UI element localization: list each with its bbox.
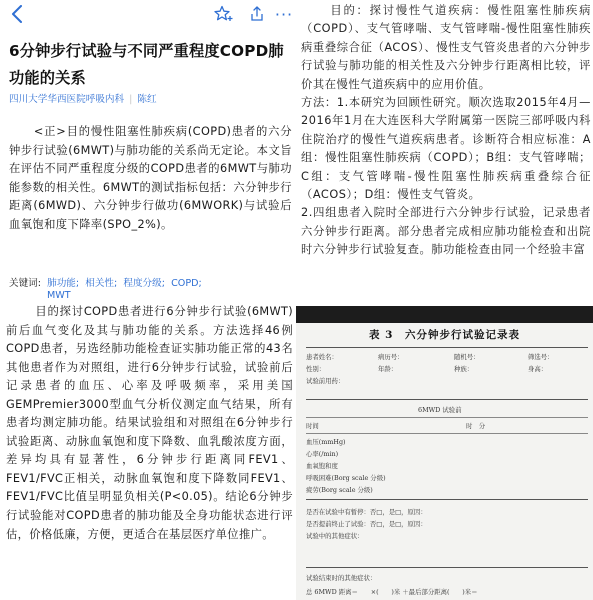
end-symptoms-label: 试验结束时的其他症状： (306, 574, 377, 582)
keyword-link[interactable]: 相关性; (85, 278, 118, 289)
star-plus-icon (214, 5, 234, 23)
table-cell: 病历号： (378, 353, 404, 361)
total-distance-line: 总 6MWD 距离＝ ×( )米 ＋最后部分距离( )米＝ (306, 588, 478, 596)
document-paragraph: 方法：1.本研究为回顾性研究。顺次选取2015年4月—2016年1月在大连医科大学附属第一医院三部呼吸内科住院治疗的慢性气道疾病患者。诊断符合相应标准：A组：慢性阻塞性肺疾病（COPD）；B组：支气管哮喘；C组：支气管哮喘-慢性阻塞性肺疾病重叠综合征（ACOS）；D组：慢性支气管炎。 (301, 96, 591, 202)
table-cell: 患者姓名： (306, 353, 338, 361)
col-time-label: 时间 (306, 422, 319, 430)
table-cell: 年龄： (378, 365, 398, 373)
section-6mwd-label: 6MWD 试验前 (418, 406, 462, 414)
affiliation-link[interactable]: 四川大学华西医院呼吸内科 (9, 94, 125, 105)
chevron-left-icon (11, 5, 23, 23)
keywords-line (9, 278, 292, 302)
table-rule (306, 399, 588, 400)
top-toolbar (0, 0, 296, 30)
document-paragraph: 2.四组患者入院时全部进行六分钟步行试验，记录患者六分钟步行距离。部分患者完成相应肺功能检查和出院时六分钟步行试验复查。肺功能检查由同一个经验丰富 (301, 206, 591, 257)
table-rule (306, 433, 588, 434)
table-cell: 性别： (306, 365, 326, 373)
article-title: 6分钟步行试验与不同严重程度COPD肺功能的关系 (9, 42, 284, 87)
document-text (301, 2, 591, 260)
col-min-label: 时 分 (466, 422, 486, 430)
form-table-title: 表 3 六分钟步行试验记录表 (369, 329, 520, 341)
measure-label: 呼吸困难(Borg scale 分级) (306, 474, 386, 482)
article-panel (0, 0, 296, 600)
abstract-text: <正>目的慢性阻塞性肺疾病(COPD)患者的六分钟步行试验(6MWT)与肺功能的关系尚无定论。本文旨在评估不同严重程度分级的COPD患者的6MWT与肺功能参数的相关性。6MWT的测试指标包括：六分钟步行距离(6MWD)、六分钟步行做功(6MWORK)与试验后血氧饱和度下降率(SPO_2%)。 (9, 125, 292, 231)
keyword-link[interactable]: COPD; (171, 278, 202, 289)
keyword-link[interactable]: 肺功能; (47, 278, 80, 289)
question-label: 是否在试验中有暂停：否□，是□，原因： (306, 508, 427, 516)
table-rule (306, 417, 588, 418)
table-row (306, 375, 588, 387)
table-rule (306, 347, 588, 348)
author-separator: | (129, 94, 133, 105)
table-cell: 试验前用药： (306, 377, 345, 385)
table-row (306, 351, 588, 363)
measure-label: 心率(/min) (306, 450, 339, 458)
table-cell: 筛选号： (528, 353, 554, 361)
favorite-button[interactable] (214, 3, 234, 25)
keyword-link[interactable]: MWT (47, 290, 71, 301)
form-table (306, 351, 588, 596)
document-panel (296, 0, 593, 600)
measure-label: 血氧饱和度 (306, 462, 338, 470)
table-cell: 随机号： (454, 353, 480, 361)
keyword-link[interactable]: 程度分级; (123, 278, 165, 289)
table-row (306, 363, 588, 375)
table-cell: 身高： (528, 365, 548, 373)
table-rule (306, 499, 588, 500)
scan-border (296, 309, 593, 323)
author-line (9, 91, 157, 105)
share-button[interactable] (247, 3, 267, 25)
question-label: 试验中的其他症状： (306, 532, 364, 540)
table-cell: 种族： (454, 365, 474, 373)
form-table-image (296, 306, 593, 600)
keywords-label: 关键词: (9, 278, 42, 289)
more-button[interactable] (274, 3, 294, 25)
author-link[interactable]: 陈红 (137, 94, 157, 105)
question-label: 是否提前终止了试验：否□，是□，原因： (306, 520, 427, 528)
more-icon: ··· (274, 4, 294, 24)
measure-label: 血压(mmHg) (306, 438, 346, 446)
back-button[interactable] (8, 3, 26, 25)
share-icon (248, 5, 266, 23)
article-body: 目的探讨COPD患者进行6分钟步行试验(6MWT)前后血气变化及其与肺功能的关系。方法选择46例COPD患者，另选经肺功能检查证实肺功能正常的43名其他患者作为对照组，进行6分钟步行试验，试验前后记录患者的血压、心率及呼吸频率，采用美国GEMPremier3000型血气分析仪测定血气结果，所有患者均测定肺功能。结果试验组和对照组在6分钟步行试验距离、动脉血氧饱和度下降数、血乳酸浓度方面，差异均具有显著性，6分钟步行距离同FEV1、FEV1/FVC正相关，动脉血氧饱和度下降数同FEV1、FEV1/FVC比值呈明显负相关(P<0.05)。结论6分钟步行试验能对COPD患者的肺功能及全身功能状态进行评估，价格低廉，方便，更适合在基层医疗单位推广。 (6, 305, 293, 541)
document-paragraph: 目的：探讨慢性气道疾病：慢性阻塞性肺疾病（COPD）、支气管哮喘、支气管哮喘-慢性阻塞性肺疾病重叠综合征（ACOS）、慢性支气管炎患者的六分钟步行试验与肺功能的相关性及六分钟步行距离相比较，评价其在慢性气道疾病中的应用价值。 (301, 4, 591, 91)
measure-label: 疲劳(Borg scale 分级) (306, 486, 373, 494)
table-rule (306, 567, 588, 568)
